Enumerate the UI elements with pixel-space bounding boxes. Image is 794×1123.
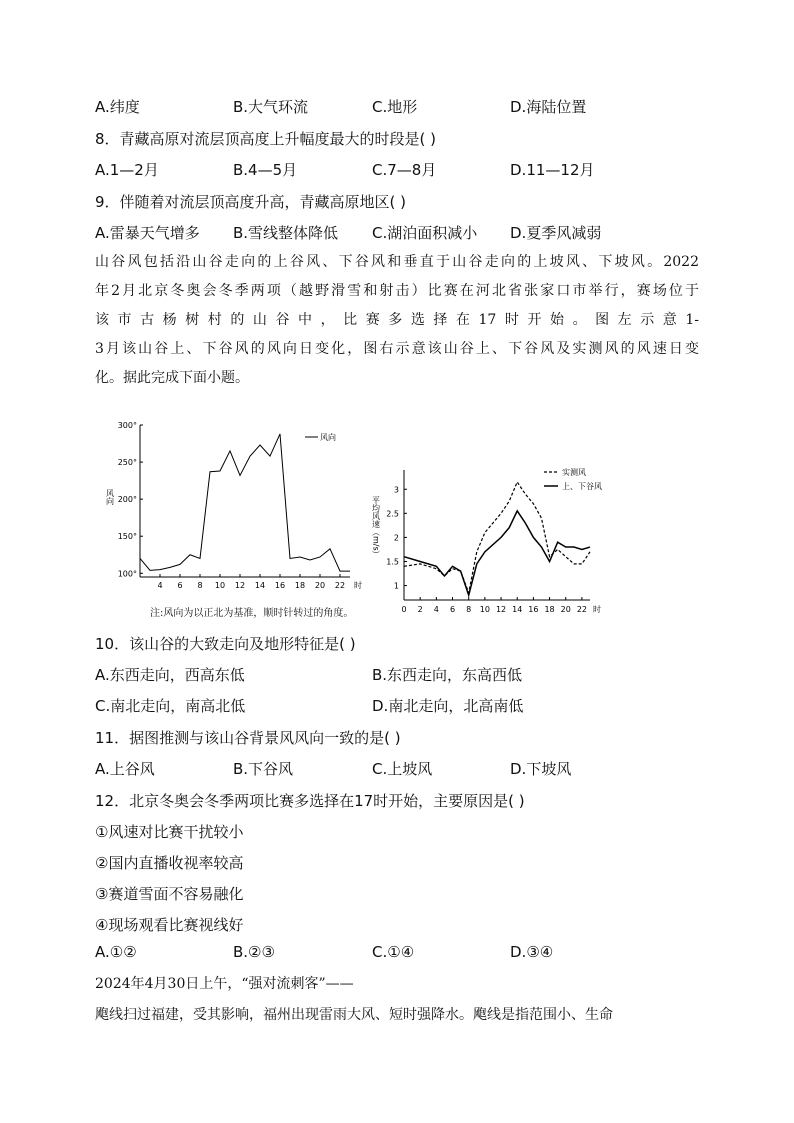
- left-x-tick-label: 10: [214, 581, 226, 590]
- q10-option-c: C.南北走向，南高北低: [95, 697, 246, 715]
- left-x-tick-label: 8: [197, 581, 203, 590]
- q9-option-a: A.雷暴天气增多: [95, 224, 200, 242]
- right-x-tick-label: 22: [576, 605, 588, 614]
- right-x-tick-label: 0: [401, 605, 407, 614]
- right-x-tick-label: 20: [560, 605, 571, 614]
- left-x-tick-label: 12: [234, 581, 246, 590]
- right-chart-axes: [372, 470, 602, 614]
- right-legend-label-1: 上、下谷风: [562, 482, 602, 491]
- q12-option-b: B.②③: [233, 943, 275, 961]
- left-y-tick-label: 250°: [117, 458, 137, 468]
- left-y-tick-label: 150°: [117, 532, 137, 542]
- right-x-tick-label: 16: [528, 605, 539, 614]
- right-x-tick-label: 8: [466, 605, 472, 614]
- left-series-line: [140, 434, 350, 571]
- q10-option-a: A.东西走向，西高东低: [95, 666, 245, 684]
- q10-option-b: B.东西走向，东高西低: [372, 666, 523, 684]
- q8-option-c: C.7—8月: [372, 161, 437, 179]
- q12-item-2: ②国内直播收视率较高: [95, 854, 244, 872]
- right-y-tick-label: 1: [393, 581, 399, 591]
- left-x-tick-label: 4: [157, 581, 163, 590]
- left-y-label: 风向: [105, 489, 115, 505]
- q11-stem: 11．据图推测与该山谷背景风风向一致的是( ): [95, 729, 401, 747]
- right-x-tick-label: 18: [544, 605, 555, 614]
- q9-option-b: B.雪线整体降低: [233, 224, 339, 242]
- q7-option-b: B.大气环流: [233, 98, 309, 116]
- right-x-tick-label: 2: [417, 605, 423, 614]
- right-x-tick-label: 12: [495, 605, 507, 614]
- left-x-tick-label: 6: [177, 581, 183, 590]
- left-x-tick-label: 22: [334, 581, 346, 590]
- q10-stem: 10．该山谷的大致走向及地形特征是( ): [95, 635, 356, 653]
- right-x-tick-label: 6: [449, 605, 456, 614]
- right-x-unit: 时: [593, 605, 601, 614]
- right-x-tick-label: 10: [479, 605, 490, 614]
- q12-option-a: A.①②: [95, 943, 137, 961]
- intro-line: 化。据此完成下面小题。: [95, 370, 249, 386]
- right-y-tick-label: 2.5: [386, 509, 399, 519]
- left-x-unit: 时: [354, 581, 362, 590]
- q12-option-d: D.③④: [510, 943, 554, 961]
- intro-line: 山谷风包括沿山谷走向的上谷风、下谷风和垂直于山谷走向的上坡风、下坡风。2022: [95, 254, 699, 270]
- wind-speed-chart: [368, 460, 608, 620]
- left-x-tick-label: 14: [254, 581, 266, 590]
- tail-line-1: 2024年4月30日上午，“强对流刺客”——: [95, 976, 354, 992]
- left-chart-note: 注:风向为以正北为基准，顺时针转过的角度。: [150, 608, 354, 619]
- q12-option-c: C.①④: [372, 943, 415, 961]
- intro-line: 3月该山谷上、下谷风的风向日变化，图右示意该山谷上、下谷风及实测风的风速日变: [95, 341, 699, 357]
- right-y-tick-label: 3: [393, 485, 399, 495]
- right-y-tick-label: 1.5: [386, 557, 399, 567]
- q9-option-d: D.夏季风减弱: [510, 224, 602, 242]
- right-y-tick-label: 2: [393, 533, 399, 543]
- left-y-tick-label: 300°: [117, 421, 137, 430]
- q12-item-3: ③赛道雪面不容易融化: [95, 885, 244, 903]
- left-chart-series: [140, 432, 350, 571]
- right-x-tick-label: 4: [433, 605, 439, 614]
- right-chart-series: [404, 467, 602, 595]
- left-x-tick-label: 20: [314, 581, 326, 590]
- q11-option-d: D.下坡风: [510, 760, 572, 778]
- right-legend-label-0: 实测风: [562, 468, 586, 477]
- q9-option-c: C.湖泊面积减小: [372, 224, 478, 242]
- q10-option-d: D.南北走向，北高南低: [372, 697, 524, 715]
- q11-option-c: C.上坡风: [372, 760, 433, 778]
- q11-option-b: B.下谷风: [233, 760, 294, 778]
- intro-paragraph: [95, 248, 699, 393]
- q11-option-a: A.上谷风: [95, 760, 155, 778]
- intro-line: 年2月北京冬奥会冬季两项（越野滑雪和射击）比赛在河北省张家口市举行，赛场位于: [95, 283, 699, 299]
- q12-item-1: ①风速对比赛干扰较小: [95, 823, 244, 841]
- wind-direction-chart: [100, 415, 362, 605]
- q7-option-d: D.海陆位置: [510, 98, 587, 116]
- left-legend-label: 风向: [320, 433, 336, 442]
- left-chart-axes: [106, 421, 363, 590]
- q12-stem: 12．北京冬奥会冬季两项比赛多选择在17时开始，主要原因是( ): [95, 792, 525, 810]
- q8-option-b: B.4—5月: [233, 161, 298, 179]
- q9-stem: 9．伴随着对流层顶高度升高，青藏高原地区( ): [95, 193, 407, 211]
- right-x-tick-label: 14: [512, 605, 523, 614]
- q7-option-c: C.地形: [372, 98, 418, 116]
- q8-option-d: D.11—12月: [510, 161, 595, 179]
- right-series-line-0: [404, 482, 590, 593]
- q12-item-4: ④现场观看比赛视线好: [95, 916, 244, 934]
- right-series-line-1: [404, 511, 590, 595]
- intro-line: 该市古杨树村的山谷中，比赛多选择在17时开始。图左示意1-: [95, 312, 699, 328]
- left-x-tick-label: 16: [274, 581, 286, 590]
- left-y-tick-label: 200°: [117, 495, 137, 505]
- right-y-label: 平均风速（m/s）: [371, 496, 381, 559]
- q7-option-a: A.纬度: [95, 98, 140, 116]
- q8-option-a: A.1—2月: [95, 161, 159, 179]
- q8-stem: 8．青藏高原对流层顶高度上升幅度最大的时段是( ): [95, 130, 437, 148]
- left-y-tick-label: 100°: [117, 569, 137, 579]
- left-x-tick-label: 18: [294, 581, 306, 590]
- tail-line-2: 飑线扫过福建，受其影响，福州出现雷雨大风、短时强降水。飑线是指范围小、生命: [95, 1007, 613, 1023]
